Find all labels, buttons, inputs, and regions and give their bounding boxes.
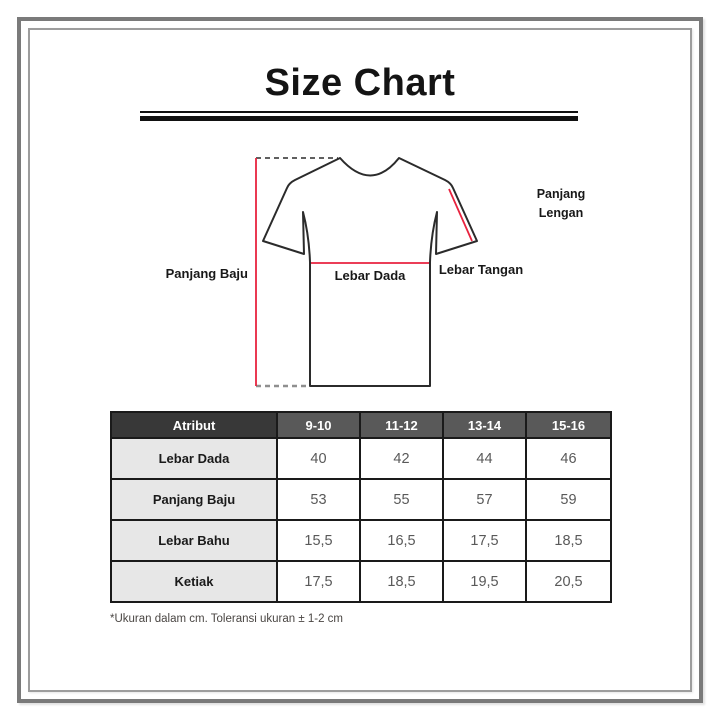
cell-value: 18,5 xyxy=(360,561,443,602)
cell-value: 19,5 xyxy=(443,561,526,602)
cell-value: 46 xyxy=(526,438,611,479)
cell-value: 44 xyxy=(443,438,526,479)
cell-value: 53 xyxy=(277,479,360,520)
header-cell-size-9-10: 9-10 xyxy=(277,412,360,438)
cell-value: 40 xyxy=(277,438,360,479)
cell-value: 17,5 xyxy=(443,520,526,561)
table-row xyxy=(111,479,611,520)
header-cell-size-11-12: 11-12 xyxy=(360,412,443,438)
divider-thin-line xyxy=(140,111,578,113)
cell-value: 42 xyxy=(360,438,443,479)
cell-value: 17,5 xyxy=(277,561,360,602)
panjang-lengan-label xyxy=(515,185,607,223)
row-label-lebar-dada: Lebar Dada xyxy=(111,438,277,479)
header-cell-size-15-16: 15-16 xyxy=(526,412,611,438)
cell-value: 18,5 xyxy=(526,520,611,561)
row-label-lebar-bahu: Lebar Bahu xyxy=(111,520,277,561)
table-header-row xyxy=(111,412,611,438)
table-row xyxy=(111,561,611,602)
panjang-baju-label: Panjang Baju xyxy=(165,266,248,281)
page-title: Size Chart xyxy=(264,62,456,104)
table-row xyxy=(111,520,611,561)
lebar-tangan-label: Lebar Tangan xyxy=(438,262,524,277)
header-cell-size-13-14: 13-14 xyxy=(443,412,526,438)
cell-value: 16,5 xyxy=(360,520,443,561)
row-label-ketiak: Ketiak xyxy=(111,561,277,602)
cell-value: 20,5 xyxy=(526,561,611,602)
cell-value: 57 xyxy=(443,479,526,520)
divider-thick-line xyxy=(140,116,578,121)
cell-value: 55 xyxy=(360,479,443,520)
title-divider xyxy=(140,111,578,121)
row-label-panjang-baju: Panjang Baju xyxy=(111,479,277,520)
size-tolerance-footnote: *Ukuran dalam cm. Toleransi ukuran ± 1-2 cm xyxy=(110,613,343,625)
panjang-lengan-label-line2: Lengan xyxy=(538,205,584,220)
size-table xyxy=(110,411,612,603)
lebar-dada-label: Lebar Dada xyxy=(334,268,406,283)
header-cell-atribut: Atribut xyxy=(111,412,277,438)
cell-value: 59 xyxy=(526,479,611,520)
table-row xyxy=(111,438,611,479)
panjang-lengan-label-line1: Panjang xyxy=(536,187,586,201)
cell-value: 15,5 xyxy=(277,520,360,561)
